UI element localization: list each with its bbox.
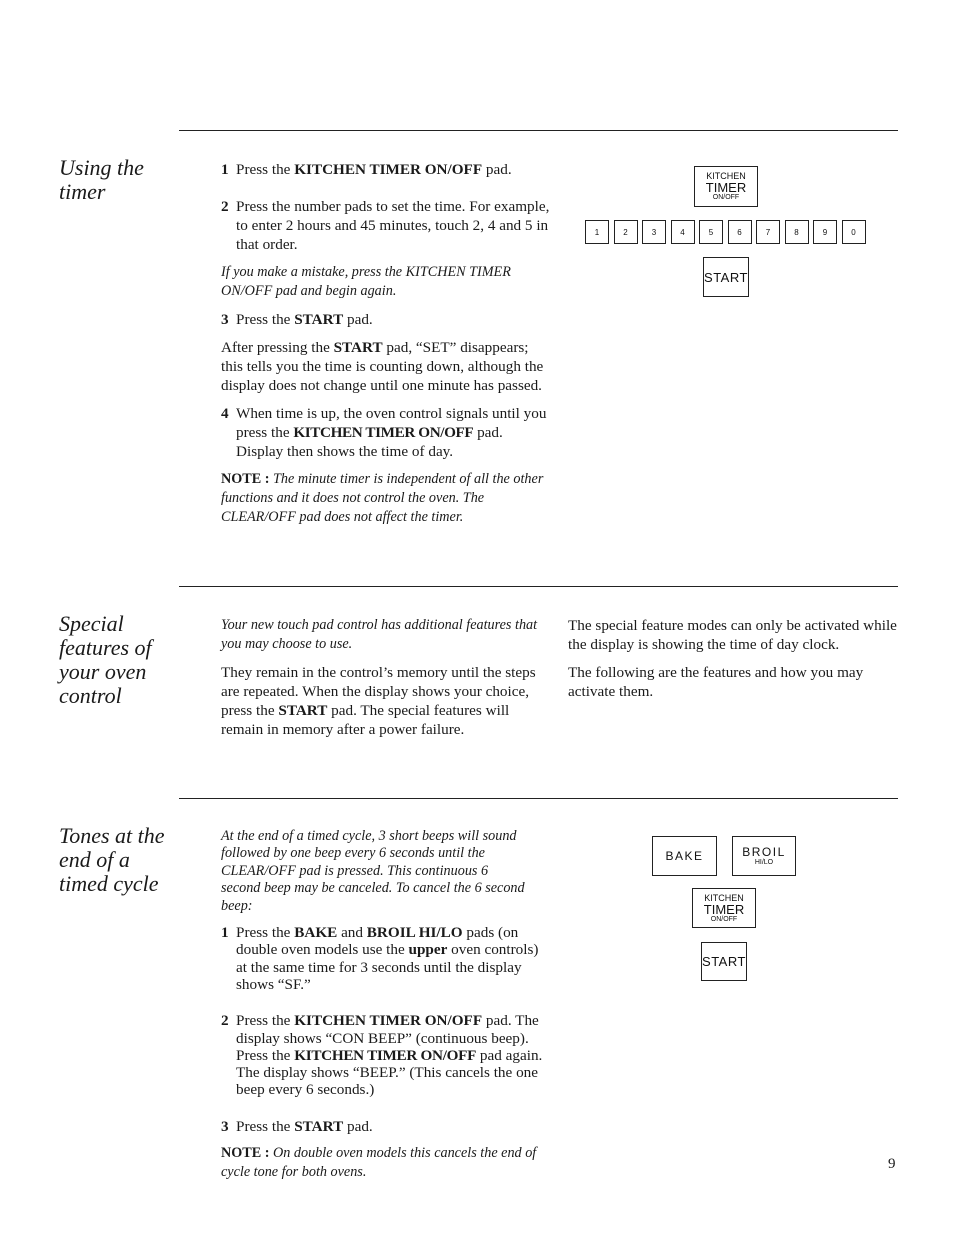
heading-tones: Tones at the end of a timed cycle (59, 823, 165, 896)
timer-after-start: After pressing the START pad, “SET” disappears; this tells you the time is counting down, although the display does not change until one minute has passed. (221, 339, 544, 394)
top-rule (179, 130, 898, 131)
timer-instructions (221, 160, 551, 527)
tones-step-2: 2 Press the KITCHEN TIMER ON/OFF pad. The display shows “CON BEEP” (continuous beep). Press the KITCHEN TIMER ON/OFF pad again. The display shows “BEEP.” (This cancels the one beep every 6 seconds.) (221, 1012, 543, 1099)
number-pad-7[interactable]: 7 (756, 220, 780, 244)
page-number: 9 (888, 1156, 896, 1172)
number-pad-9[interactable]: 9 (813, 220, 837, 244)
special-modes-text: The special feature modes can only be activated while the display is showing the time of day clock. (568, 617, 897, 653)
section-divider-special (179, 586, 898, 587)
timer-mistake-note: If you make a mistake, press the KITCHEN TIMER ON/OFF pad and begin again. (221, 264, 511, 299)
timer-note: NOTE : The minute timer is independent of all the other functions and it does not control the oven. The CLEAR/OFF pad does not affect the timer. (221, 471, 544, 525)
number-pad-row (585, 220, 866, 244)
number-pad-2[interactable]: 2 (614, 220, 638, 244)
heading-using-timer: Using the timer (59, 155, 144, 204)
number-pad-1[interactable]: 1 (585, 220, 609, 244)
tones-step-3: 3 Press the START pad. (221, 1117, 373, 1135)
number-pad-3[interactable]: 3 (642, 220, 666, 244)
tones-intro: At the end of a timed cycle, 3 short beeps will sound followed by one beep every 6 seconds until the CLEAR/OFF pad is pressed. This continuous 6 second beep may be canceled. To cancel the 6 second beep: (221, 828, 525, 914)
special-memory-text: They remain in the control’s memory until the steps are repeated. When the display shows your choice, press the START pad. The special features will remain in memory after a power failure. (221, 664, 536, 738)
number-pad-5[interactable]: 5 (699, 220, 723, 244)
timer-step-1: 1 Press the KITCHEN TIMER ON/OFF pad. (221, 161, 512, 178)
start-pad-tones[interactable]: START (701, 942, 747, 981)
broil-pad[interactable]: BROIL HI/LO (732, 836, 796, 876)
start-pad[interactable]: START (703, 257, 749, 297)
timer-step-2: 2 Press the number pads to set the time. For example, to enter 2 hours and 45 minutes, touch 2, 4 and 5 in that order. (221, 198, 550, 253)
heading-special-features: Special features of your oven control (59, 611, 152, 708)
number-pad-0[interactable]: 0 (842, 220, 866, 244)
special-intro: Your new touch pad control has additional features that you may choose to use. (221, 617, 538, 652)
section-divider-tones (179, 798, 898, 799)
kitchen-timer-pad[interactable]: KITCHEN TIMER ON/OFF (694, 166, 758, 207)
tones-note: NOTE : On double oven models this cancels the end of cycle tone for both ovens. (221, 1145, 537, 1180)
timer-step-3: 3 Press the START pad. (221, 311, 373, 328)
special-left-column (221, 616, 553, 739)
tones-step-1: 1 Press the BAKE and BROIL HI/LO pads (on double oven models use the upper oven controls) at the same time for 3 seconds until the display shows “SF.” (221, 924, 539, 993)
kitchen-timer-pad-tones[interactable]: KITCHEN TIMER ON/OFF (692, 888, 756, 928)
special-following-text: The following are the features and how you may activate them. (568, 664, 864, 700)
number-pad-6[interactable]: 6 (728, 220, 752, 244)
special-right-column (568, 616, 900, 701)
tones-instructions (221, 828, 551, 1182)
number-pad-4[interactable]: 4 (671, 220, 695, 244)
bake-pad[interactable]: BAKE (652, 836, 717, 876)
timer-step-4: 4 When time is up, the oven control signals until you press the KITCHEN TIMER ON/OFF pad. Display then shows the time of day. (221, 405, 547, 460)
number-pad-8[interactable]: 8 (785, 220, 809, 244)
